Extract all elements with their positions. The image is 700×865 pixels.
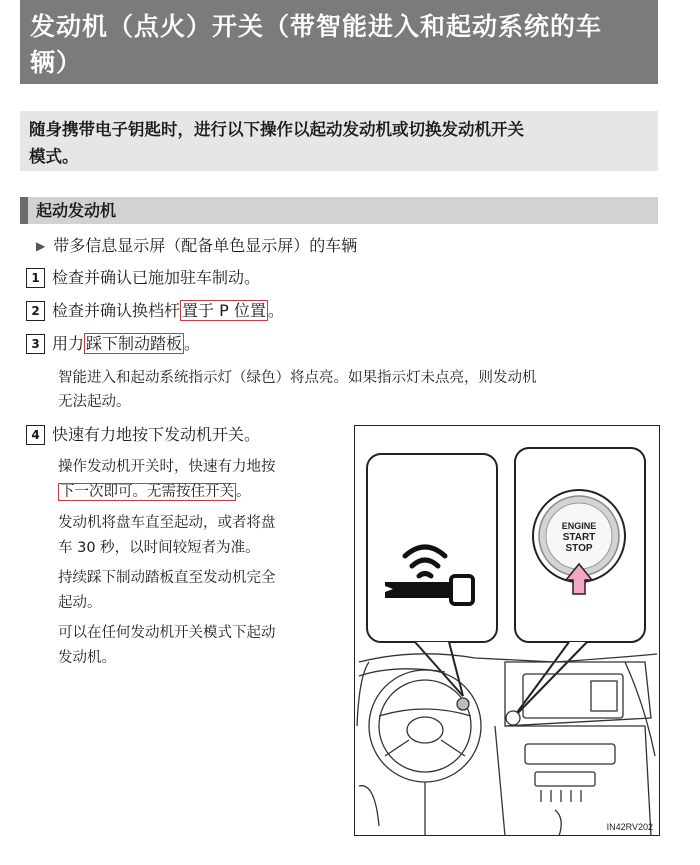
callout-pointer bbox=[513, 642, 587, 718]
step-text: 快速有力地按下发动机开关。 bbox=[52, 425, 261, 444]
step-3-note bbox=[58, 366, 537, 414]
intro-box bbox=[20, 111, 658, 171]
note-line: 起动。 bbox=[58, 595, 102, 611]
step-4-note-1 bbox=[58, 455, 276, 505]
step-1 bbox=[26, 267, 260, 289]
illustration-drawing bbox=[355, 426, 661, 837]
note-line: 发动机。 bbox=[58, 650, 116, 666]
note-line: 车 30 秒，以时间较短者为准。 bbox=[58, 540, 260, 556]
illustration-code: IN42RV202 bbox=[606, 822, 653, 832]
note-line: 无法起动。 bbox=[58, 394, 131, 410]
step-4-note-3 bbox=[58, 566, 276, 616]
note-line: 持续踩下制动踏板直至发动机完全 bbox=[58, 570, 276, 586]
step-text: 检查并确认换档杆 bbox=[52, 301, 181, 320]
note-line: 操作发动机开关时，快速有力地按 bbox=[58, 459, 276, 475]
note-line: 可以在任何发动机开关模式下起动 bbox=[58, 625, 276, 641]
highlighted-text: 踩下制动踏板 bbox=[86, 334, 183, 353]
note-line: 智能进入和起动系统指示灯（绿色）将点亮。如果指示灯未点亮，则发动机 bbox=[58, 370, 537, 386]
subitem bbox=[36, 235, 357, 257]
subitem-text: 带多信息显示屏（配备单色显示屏）的车辆 bbox=[53, 236, 358, 255]
triangle-bullet-icon: ▶ bbox=[36, 239, 46, 253]
step-number: 4 bbox=[26, 425, 45, 445]
section-heading: 起动发动机 bbox=[20, 197, 658, 224]
button-label-stop: STOP bbox=[565, 543, 593, 554]
step-4-note-2 bbox=[58, 511, 276, 561]
dashboard-illustration bbox=[354, 425, 660, 836]
page-title bbox=[20, 0, 658, 84]
step-text: 检查并确认已施加驻车制动。 bbox=[52, 268, 261, 287]
note-line-end: 。 bbox=[236, 484, 251, 500]
step-4 bbox=[26, 424, 260, 446]
step-text-end: 。 bbox=[267, 301, 284, 320]
intro-line1: 随身携带电子钥匙时，进行以下操作以起动发动机或切换发动机开关 bbox=[29, 120, 524, 139]
step-3 bbox=[26, 333, 200, 355]
button-label-engine: ENGINE bbox=[561, 521, 597, 531]
dashboard-sketch bbox=[357, 654, 657, 836]
step-text-end: 。 bbox=[184, 334, 201, 353]
button-label-start: START bbox=[562, 532, 596, 543]
step-number: 2 bbox=[26, 301, 45, 321]
step-4-note-4 bbox=[58, 621, 276, 671]
step-number: 3 bbox=[26, 334, 45, 354]
step-text: 用力 bbox=[52, 334, 85, 353]
note-line: 发动机将盘车直至起动，或者将盘 bbox=[58, 515, 276, 531]
step-2 bbox=[26, 300, 284, 322]
highlighted-text: 下一次即可。无需按住开关 bbox=[60, 484, 234, 500]
highlighted-text: 置于 P 位置 bbox=[182, 301, 266, 320]
intro-line2: 模式。 bbox=[29, 147, 79, 166]
step-number: 1 bbox=[26, 268, 45, 288]
page-title-line1: 发动机（点火）开关（带智能进入和起动系统的车 bbox=[30, 12, 603, 41]
page-title-line2: 辆） bbox=[30, 48, 83, 77]
